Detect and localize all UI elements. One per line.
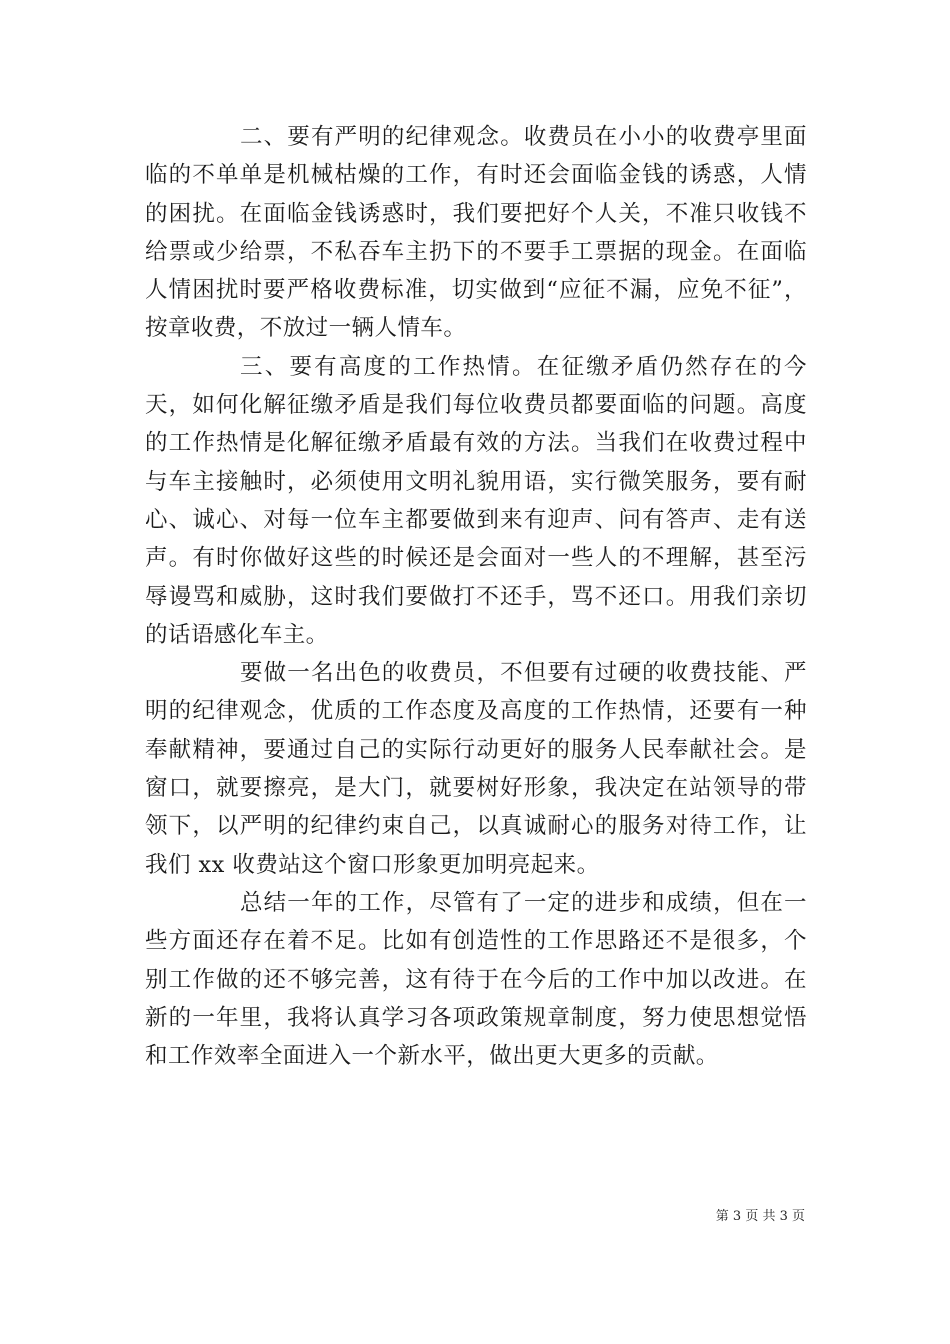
page-number-footer: 第 3 页 共 3 页	[715, 1209, 805, 1224]
paragraph-summary: 总结一年的工作，尽管有了一定的进步和成绩，但在一些方面还存在着不足。比如有创造性的工作思路还不是很多，个别工作做的还不够完善，这有待于在今后的工作中加以改进。在新的一年里，我将认真学习各项政策规章制度，努力使思想觉悟和工作效率全面进入一个新水平，做出更大更多的贡献。	[145, 889, 807, 1070]
paragraph-dedication: 要做一名出色的收费员，不但要有过硬的收费技能、严明的纪律观念，优质的工作态度及高度的工作热情，还要有一种奉献精神，要通过自己的实际行动更好的服务人民奉献社会。是窗口，就要擦亮，是大门，就要树好形象，我决定在站领导的带领下，以严明的纪律约束自己，以真诚耐心的服务对待工作，让我们 xx 收费站这个窗口形象更加明亮起来。	[145, 660, 807, 878]
paragraph-discipline: 二、要有严明的纪律观念。收费员在小小的收费亭里面临的不单单是机械枯燥的工作，有时还会面临金钱的诱惑，人情的困扰。在面临金钱诱惑时，我们要把好个人关，不准只收钱不给票或少给票，不私吞车主扔下的不要手工票据的现金。在面临人情困扰时要严格收费标准，切实做到“应征不漏，应免不征”，按章收费，不放过一辆人情车。	[145, 124, 807, 342]
document-body	[145, 118, 807, 1075]
paragraph-enthusiasm: 三、要有高度的工作热情。在征缴矛盾仍然存在的今天，如何化解征缴矛盾是我们每位收费员都要面临的问题。高度的工作热情是化解征缴矛盾最有效的方法。当我们在收费过程中与车主接触时，必须使用文明礼貌用语，实行微笑服务，要有耐心、诚心、对每一位车主都要做到来有迎声、问有答声、走有送声。有时你做好这些的时候还是会面对一些人的不理解，甚至污辱谩骂和威胁，这时我们要做打不还手，骂不还口。用我们亲切的话语感化车主。	[145, 353, 807, 648]
